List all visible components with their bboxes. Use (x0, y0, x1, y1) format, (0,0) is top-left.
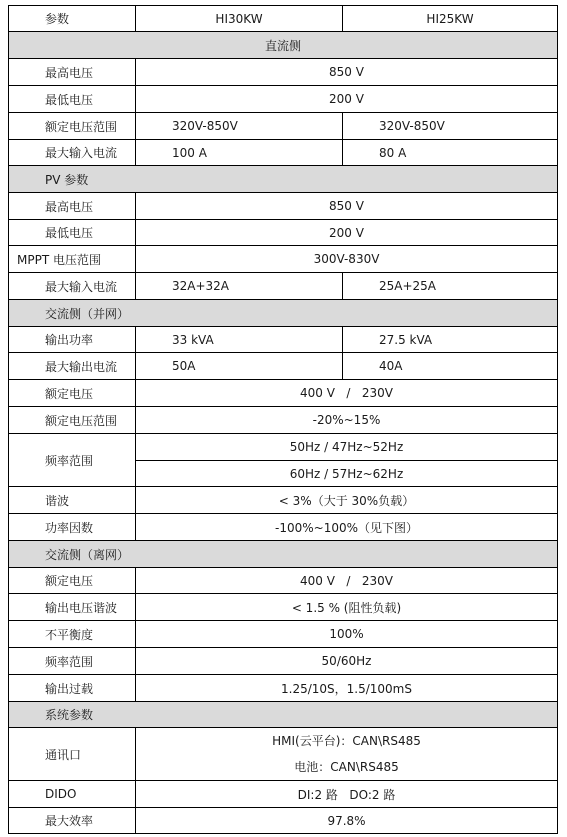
table-row (9, 380, 558, 407)
row-label: 最大输出电流 (9, 353, 136, 380)
table-row (9, 140, 558, 166)
table-row (9, 648, 558, 675)
header-model-b: HI25KW (343, 6, 558, 32)
row-value: -100%~100%（见下图） (136, 514, 558, 541)
row-label: 最大输入电流 (9, 273, 136, 300)
table-row (9, 273, 558, 300)
section-title: 交流侧（并网） (9, 300, 558, 327)
header-model-a: HI30KW (136, 6, 343, 32)
table-row (9, 808, 558, 834)
section-dc (9, 32, 558, 59)
row-value-a: 32A+32A (136, 273, 343, 300)
table-row (9, 434, 558, 461)
row-value: 100% (136, 621, 558, 648)
section-system (9, 702, 558, 728)
row-label: MPPT 电压范围 (9, 246, 136, 273)
table-row (9, 113, 558, 140)
row-value: 850 V (136, 59, 558, 86)
table-row (9, 514, 558, 541)
table-row (9, 675, 558, 702)
row-value: 60Hz / 57Hz~62Hz (136, 461, 558, 487)
row-value: < 3%（大于 30%负载） (136, 487, 558, 514)
row-label: 输出功率 (9, 327, 136, 353)
row-value-b: 27.5 kVA (343, 327, 558, 353)
table-row (9, 327, 558, 353)
section-pv (9, 166, 558, 193)
table-row (9, 193, 558, 220)
row-label: 额定电压 (9, 568, 136, 594)
section-title: 直流侧 (9, 32, 558, 59)
table-row (9, 568, 558, 594)
row-value: 200 V (136, 220, 558, 246)
table-row (9, 594, 558, 621)
row-label: 额定电压 (9, 380, 136, 407)
table-row (9, 86, 558, 113)
row-label: DIDO (9, 781, 136, 808)
row-value: 200 V (136, 86, 558, 113)
row-value: 300V-830V (136, 246, 558, 273)
row-value-b: 80 A (343, 140, 558, 166)
table-row (9, 353, 558, 380)
table-row (9, 407, 558, 434)
row-value: 400 V / 230V (136, 568, 558, 594)
row-label: 频率范围 (9, 648, 136, 675)
row-value: 850 V (136, 193, 558, 220)
table-row (9, 246, 558, 273)
row-label: 最高电压 (9, 59, 136, 86)
row-label: 额定电压范围 (9, 113, 136, 140)
row-label: 输出过载 (9, 675, 136, 702)
row-label: 不平衡度 (9, 621, 136, 648)
row-value-a: 50A (136, 353, 343, 380)
table-row (9, 220, 558, 246)
section-title: PV 参数 (9, 166, 558, 193)
row-label: 最低电压 (9, 86, 136, 113)
row-value: 50Hz / 47Hz~52Hz (136, 434, 558, 461)
table-row (9, 59, 558, 86)
row-value: 97.8% (136, 808, 558, 834)
row-value-b: 25A+25A (343, 273, 558, 300)
row-value-b: 320V-850V (343, 113, 558, 140)
row-value: 1.25/10S，1.5/100mS (136, 675, 558, 702)
table-row (9, 487, 558, 514)
table-row (9, 728, 558, 781)
row-value: -20%~15% (136, 407, 558, 434)
section-ac-grid (9, 300, 558, 327)
row-value-a: 100 A (136, 140, 343, 166)
header-row (9, 6, 558, 32)
row-value: < 1.5 % (阻性负载) (136, 594, 558, 621)
table-row (9, 621, 558, 648)
row-label: 最高电压 (9, 193, 136, 220)
table-row (9, 781, 558, 808)
row-label: 最低电压 (9, 220, 136, 246)
row-label: 额定电压范围 (9, 407, 136, 434)
row-label: 频率范围 (9, 434, 136, 487)
row-label: 谐波 (9, 487, 136, 514)
row-label: 通讯口 (9, 728, 136, 781)
comm-line-2: 电池：CAN\RS485 (294, 760, 399, 774)
row-value: 50/60Hz (136, 648, 558, 675)
row-value-a: 33 kVA (136, 327, 343, 353)
row-value-a: 320V-850V (136, 113, 343, 140)
row-value-b: 40A (343, 353, 558, 380)
row-value: 400 V / 230V (136, 380, 558, 407)
spec-table (8, 5, 558, 834)
row-label: 输出电压谐波 (9, 594, 136, 621)
section-title: 系统参数 (9, 702, 558, 728)
comm-line-1: HMI(云平台)：CAN\RS485 (272, 734, 421, 748)
section-title: 交流侧（离网） (9, 541, 558, 568)
row-label: 最大输入电流 (9, 140, 136, 166)
row-value: DI:2 路 DO:2 路 (136, 781, 558, 808)
section-ac-off (9, 541, 558, 568)
row-value (136, 728, 558, 781)
row-label: 功率因数 (9, 514, 136, 541)
row-label: 最大效率 (9, 808, 136, 834)
header-param: 参数 (9, 6, 136, 32)
